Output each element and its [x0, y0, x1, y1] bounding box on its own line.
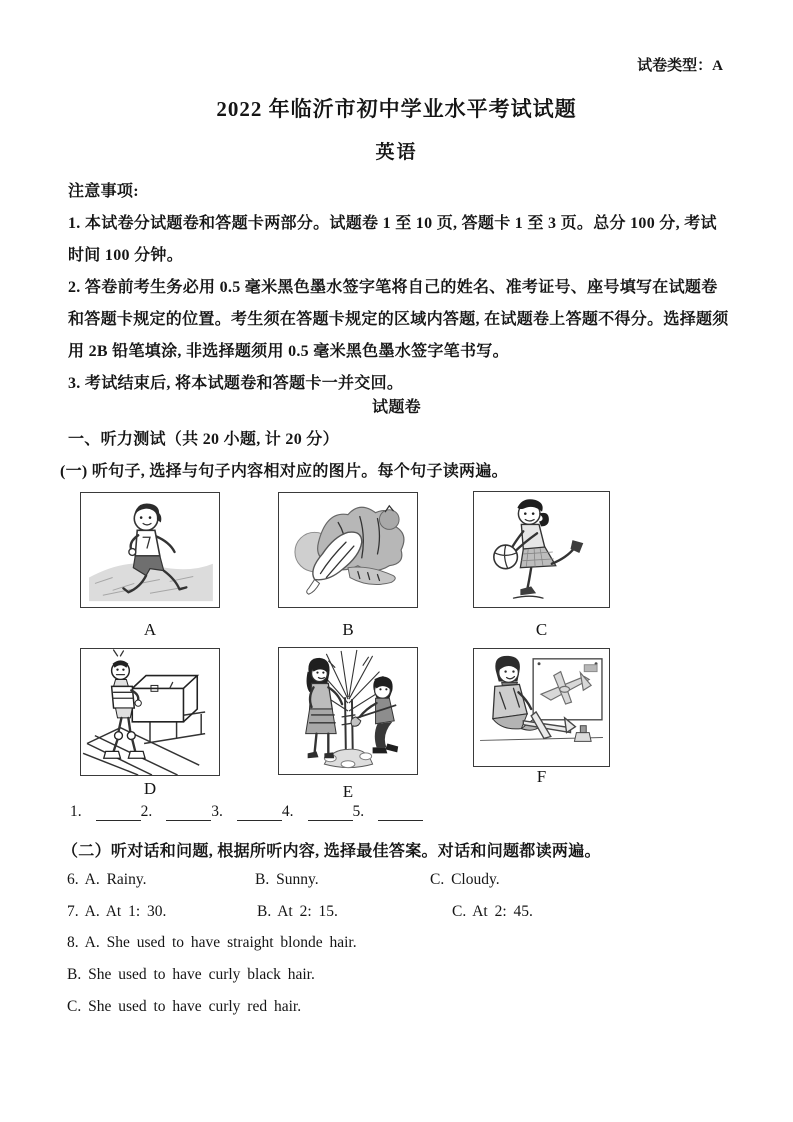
notice-line-5: 用 2B 铅笔填涂, 非选择题须用 0.5 毫米黑色墨水签字笔书写。: [68, 343, 509, 360]
answer-blank-4: [308, 804, 353, 821]
model-airplane-illustration: [474, 649, 609, 766]
question-7-option-c: C. At 2: 45.: [452, 903, 533, 920]
paper-body-heading: 试题卷: [372, 399, 421, 416]
answer-number-4: 4.: [281, 803, 294, 820]
answer-number-5: 5.: [352, 803, 365, 820]
answer-number-2: 2.: [140, 803, 153, 820]
vegetables-illustration: [279, 493, 417, 607]
tree-planting-illustration: [279, 648, 417, 774]
picture-label-f: F: [536, 767, 547, 786]
notice-line-4: 和答题卡规定的位置。考生须在答题卡规定的区域内答题, 在试题卷上答题不得分。选择题须: [68, 311, 729, 328]
question-6-option-a: 6. A. Rainy.: [67, 871, 147, 888]
notice-heading: 注意事项:: [68, 183, 139, 200]
answer-blank-5: [378, 804, 423, 821]
answer-blanks-row: [70, 803, 423, 821]
notice-line-1: 1. 本试卷分试题卷和答题卡两部分。试题卷 1 至 10 页, 答题卡 1 至 3 页。总分 100 分, 考试: [68, 215, 717, 232]
section1-heading: 一、听力测试（共 20 小题, 计 20 分）: [68, 431, 339, 448]
running-boy-illustration: [81, 493, 219, 607]
question-6-option-c: C. Cloudy.: [430, 871, 500, 888]
picture-d-robot-stairs: [80, 648, 220, 776]
picture-b-vegetables: [278, 492, 418, 608]
part2-instruction: （二）听对话和问题, 根据所听内容, 选择最佳答案。对话和问题都读两遍。: [62, 843, 601, 860]
answer-blank-1: [96, 804, 141, 821]
part1-instruction: (一) 听句子, 选择与句子内容相对应的图片。每个句子读两遍。: [60, 463, 508, 480]
picture-label-e: E: [342, 782, 354, 801]
question-7-option-a: 7. A. At 1: 30.: [67, 903, 167, 920]
paper-type-label: 试卷类型：A: [637, 58, 723, 74]
picture-label-a: A: [143, 620, 157, 639]
picture-label-b: B: [342, 620, 354, 639]
subject-title: 英语: [375, 142, 418, 163]
notice-line-2: 时间 100 分钟。: [68, 247, 184, 264]
picture-f-model-airplane: [473, 648, 610, 767]
answer-number-3: 3.: [211, 803, 223, 820]
girl-volleyball-illustration: [474, 492, 609, 607]
answer-blank-3: [237, 804, 282, 821]
picture-a-running-boy: [80, 492, 220, 608]
robot-box-illustration: [81, 649, 219, 775]
answer-blank-2: [166, 804, 211, 821]
question-8-option-a: 8. A. She used to have straight blonde hair.: [67, 934, 357, 951]
question-8-option-b: B. She used to have curly black hair.: [67, 966, 315, 983]
question-7-option-b: B. At 2: 15.: [257, 903, 338, 920]
picture-c-girl-volleyball: [473, 491, 610, 608]
answer-number-1: 1.: [70, 803, 82, 820]
page-title: 2022 年临沂市初中学业水平考试试题: [216, 97, 577, 121]
notice-line-3: 2. 答卷前考生务必用 0.5 毫米黑色墨水签字笔将自己的姓名、准考证号、座号填写在试题卷: [68, 279, 718, 296]
question-6-option-b: B. Sunny.: [255, 871, 319, 888]
picture-e-planting-tree: [278, 647, 418, 775]
question-8-option-c: C. She used to have curly red hair.: [67, 998, 302, 1015]
picture-label-c: C: [535, 620, 548, 639]
notice-line-6: 3. 考试结束后, 将本试题卷和答题卡一并交回。: [68, 375, 404, 392]
picture-label-d: D: [143, 779, 157, 798]
